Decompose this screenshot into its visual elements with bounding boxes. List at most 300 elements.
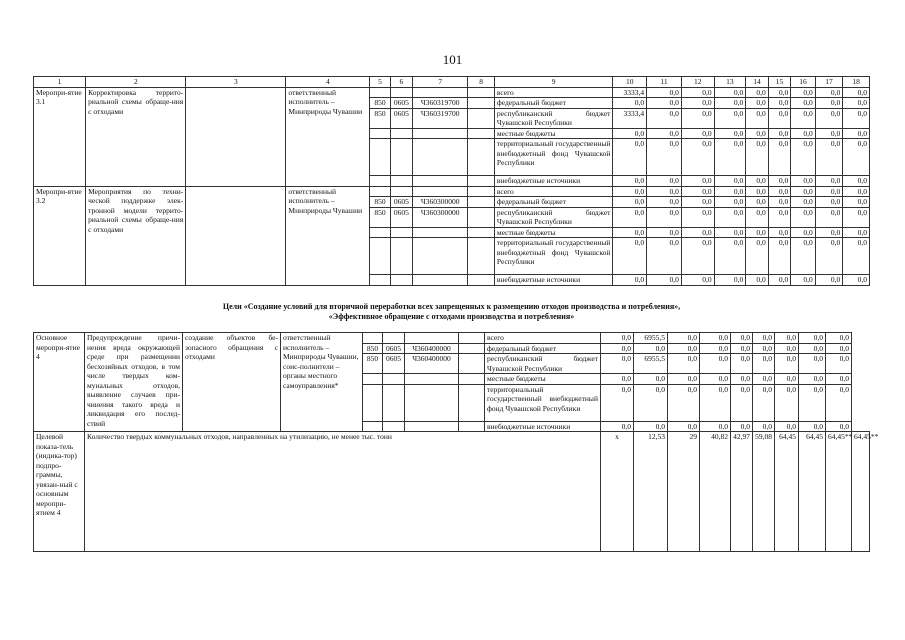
goal-title-line1: Цели «Создание условий для вторичной переработки всех запрещенных к размещению отходов производства и потребления», (222, 302, 681, 311)
funding-value-cell: 0,0 (731, 384, 753, 421)
funding-value-cell: 0,0 (815, 197, 843, 208)
funding-value-cell: 0,0 (826, 374, 852, 385)
funding-value-cell: 0,0 (753, 374, 775, 385)
target-item-code-cell (405, 421, 459, 432)
funding-value-cell: 0,0 (791, 176, 816, 187)
funding-source-cell: всего (485, 333, 601, 344)
funding-value-cell: 0,0 (714, 98, 746, 109)
funding-value-cell: 0,0 (647, 139, 682, 176)
funding-value-cell: 0,0 (815, 108, 843, 128)
target-item-code-cell: Ч360319700 (413, 108, 468, 128)
funding-value-cell: 0,0 (746, 186, 768, 197)
funding-value-cell: 0,0 (799, 421, 826, 432)
grbs-code-cell (363, 421, 383, 432)
indicator-x-cell: x (601, 432, 634, 552)
funding-value-cell: 0,0 (668, 374, 700, 385)
section-code-cell (390, 186, 412, 197)
funding-value-cell: 0,0 (768, 139, 790, 176)
funding-value-cell: 0,0 (613, 186, 647, 197)
funding-value-cell: 0,0 (791, 197, 816, 208)
funding-value-cell: 0,0 (768, 98, 790, 109)
table-row (34, 333, 870, 344)
indicator-value-cell: 40,82 (700, 432, 731, 552)
column-number-header: 13 (714, 77, 746, 88)
funding-value-cell: 0,0 (775, 354, 799, 374)
section-code-cell (383, 374, 405, 385)
grbs-code-cell (363, 333, 383, 344)
funding-value-cell: 0,0 (843, 128, 870, 139)
funding-value-cell: 0,0 (826, 421, 852, 432)
funding-value-cell: 0,0 (815, 186, 843, 197)
funding-value-cell: 0,0 (815, 98, 843, 109)
funding-value-cell: 0,0 (700, 343, 731, 354)
funding-value-cell: 0,0 (714, 176, 746, 187)
column-number-header: 7 (413, 77, 468, 88)
column-number-header: 11 (647, 77, 682, 88)
funding-source-cell: территориальный государственный внебюджетный фонд Чувашской Республики (485, 384, 601, 421)
section-code-cell (390, 275, 412, 286)
funding-source-cell: внебюджетные источники (485, 421, 601, 432)
funding-value-cell: 0,0 (746, 227, 768, 238)
funding-value-cell: 0,0 (601, 421, 634, 432)
expense-type-cell (459, 333, 485, 344)
expense-type-cell (468, 238, 495, 275)
funding-source-cell: всего (494, 87, 613, 98)
funding-source-cell: внебюджетные источники (494, 176, 613, 187)
section-code-cell (390, 128, 412, 139)
funding-value-cell: 0,0 (799, 384, 826, 421)
funding-value-cell: 0,0 (731, 333, 753, 344)
funding-source-cell: местные бюджеты (494, 227, 613, 238)
target-item-code-cell: Ч360319700 (413, 98, 468, 109)
funding-value-cell: 0,0 (681, 176, 714, 187)
target-item-code-cell (413, 176, 468, 187)
funding-value-cell: 0,0 (768, 128, 790, 139)
funding-value-cell: 0,0 (731, 374, 753, 385)
funding-value-cell: 0,0 (668, 343, 700, 354)
funding-value-cell: 0,0 (746, 197, 768, 208)
funding-value-cell: 0,0 (815, 87, 843, 98)
expense-type-cell (459, 421, 485, 432)
column-number-header: 6 (390, 77, 412, 88)
funding-value-cell: 0,0 (746, 128, 768, 139)
indicator-value-cell: 42,97 (731, 432, 753, 552)
funding-source-cell: республиканский бюджет Чувашской Республики (485, 354, 601, 374)
funding-value-cell: 0,0 (815, 238, 843, 275)
funding-value-cell: 0,0 (746, 275, 768, 286)
funding-value-cell: 0,0 (700, 354, 731, 374)
funding-value-cell: 0,0 (791, 108, 816, 128)
funding-value-cell: 0,0 (714, 227, 746, 238)
funding-value-cell: 0,0 (700, 421, 731, 432)
indicator-text-cell: Количество твердых коммунальных отходов, направленных на утилизацию, не менее тыс. тонн (85, 432, 601, 552)
funding-value-cell: 0,0 (843, 275, 870, 286)
grbs-code-cell (370, 186, 390, 197)
column-number-row (34, 77, 870, 88)
indicator-value-cell: 12,53 (634, 432, 668, 552)
funding-value-cell: 0,0 (791, 98, 816, 109)
funding-value-cell: 0,0 (775, 333, 799, 344)
block-col4-cell: ответственный исполнитель – Минприроды Чувашии, соис-полнители – органы местного самоуправления* (281, 333, 363, 432)
funding-value-cell: 0,0 (714, 128, 746, 139)
funding-value-cell: 0,0 (601, 333, 634, 344)
funding-value-cell: 0,0 (746, 108, 768, 128)
expense-type-cell (468, 207, 495, 227)
section-code-cell (383, 421, 405, 432)
funding-value-cell: 0,0 (791, 87, 816, 98)
funding-value-cell: 0,0 (791, 275, 816, 286)
expense-type-cell (459, 343, 485, 354)
funding-table-lower (33, 332, 879, 552)
funding-value-cell: 0,0 (714, 139, 746, 176)
column-number-header: 8 (468, 77, 495, 88)
funding-value-cell: 0,0 (768, 227, 790, 238)
expense-type-cell (468, 139, 495, 176)
funding-value-cell: 0,0 (791, 207, 816, 227)
expense-type-cell (459, 384, 485, 421)
funding-value-cell: 0,0 (681, 98, 714, 109)
grbs-code-cell: 850 (370, 108, 390, 128)
funding-value-cell: 0,0 (791, 186, 816, 197)
funding-value-cell: 0,0 (714, 108, 746, 128)
target-item-code-cell (413, 128, 468, 139)
funding-value-cell: 0,0 (647, 207, 682, 227)
funding-value-cell: 0,0 (826, 354, 852, 374)
funding-value-cell: 0,0 (700, 374, 731, 385)
funding-value-cell: 0,0 (634, 384, 668, 421)
funding-value-cell: 0,0 (668, 384, 700, 421)
column-number-header: 5 (370, 77, 390, 88)
block-col2-cell: Корректировка террито-риальной схемы обраще-ния с отходами (86, 87, 186, 186)
funding-value-cell: 0,0 (613, 128, 647, 139)
block-col3-cell: создание объектов бе-зопасного обращения с отходами (183, 333, 281, 432)
funding-value-cell: 0,0 (791, 238, 816, 275)
funding-value-cell: 0,0 (681, 238, 714, 275)
indicator-row (34, 432, 870, 552)
funding-value-cell: 0,0 (768, 87, 790, 98)
funding-value-cell: 0,0 (714, 275, 746, 286)
column-number-header: 16 (791, 77, 816, 88)
funding-value-cell: 6955,5 (634, 354, 668, 374)
target-item-code-cell (405, 384, 459, 421)
table-row (34, 186, 870, 197)
funding-value-cell: 0,0 (647, 186, 682, 197)
grbs-code-cell: 850 (370, 197, 390, 208)
funding-value-cell: 0,0 (799, 354, 826, 374)
funding-value-cell: 0,0 (634, 343, 668, 354)
funding-value-cell: 0,0 (714, 238, 746, 275)
funding-source-cell: республиканский бюджет Чувашской Республики (494, 108, 613, 128)
funding-value-cell: 0,0 (601, 354, 634, 374)
expense-type-cell (468, 275, 495, 286)
section-code-cell: 0605 (383, 354, 405, 374)
funding-value-cell: 0,0 (799, 333, 826, 344)
funding-value-cell: 0,0 (746, 139, 768, 176)
funding-value-cell: 0,0 (799, 343, 826, 354)
funding-value-cell: 6955,5 (634, 333, 668, 344)
funding-value-cell: 3333,4 (613, 87, 647, 98)
funding-value-cell: 0,0 (681, 186, 714, 197)
funding-source-cell: федеральный бюджет (494, 197, 613, 208)
section-code-cell (383, 384, 405, 421)
funding-value-cell: 0,0 (791, 139, 816, 176)
grbs-code-cell (370, 275, 390, 286)
funding-value-cell: 0,0 (731, 343, 753, 354)
funding-value-cell: 0,0 (668, 354, 700, 374)
section-code-cell (383, 333, 405, 344)
grbs-code-cell: 850 (370, 207, 390, 227)
funding-value-cell: 0,0 (775, 421, 799, 432)
target-item-code-cell (405, 374, 459, 385)
funding-value-cell: 0,0 (775, 343, 799, 354)
funding-value-cell: 0,0 (815, 139, 843, 176)
section-code-cell (390, 227, 412, 238)
section-code-cell (390, 139, 412, 176)
funding-value-cell: 0,0 (601, 374, 634, 385)
funding-value-cell: 0,0 (681, 197, 714, 208)
target-item-code-cell (413, 275, 468, 286)
funding-value-cell: 0,0 (714, 186, 746, 197)
expense-type-cell (459, 354, 485, 374)
funding-value-cell: 0,0 (843, 98, 870, 109)
grbs-code-cell (370, 176, 390, 187)
funding-value-cell: 3333,4 (613, 108, 647, 128)
target-item-code-cell (413, 238, 468, 275)
target-item-code-cell (413, 186, 468, 197)
expense-type-cell (468, 197, 495, 208)
funding-value-cell: 0,0 (613, 238, 647, 275)
funding-value-cell: 0,0 (753, 354, 775, 374)
funding-value-cell: 0,0 (668, 421, 700, 432)
block-col2-cell: Мероприятия по техни-ческой поддержке элек-тронной модели террито-риальной схемы обраще-ния с отходами (86, 186, 186, 285)
funding-value-cell: 0,0 (681, 139, 714, 176)
funding-value-cell: 0,0 (815, 275, 843, 286)
column-number-header: 14 (746, 77, 768, 88)
funding-value-cell: 0,0 (768, 207, 790, 227)
grbs-code-cell (370, 238, 390, 275)
funding-value-cell: 0,0 (843, 139, 870, 176)
block-col4-cell: ответственный исполнитель – Минприроды Чувашии (286, 186, 370, 285)
page-number: 101 (442, 52, 463, 67)
funding-value-cell: 0,0 (714, 207, 746, 227)
funding-value-cell: 0,0 (681, 207, 714, 227)
section-code-cell: 0605 (390, 207, 412, 227)
target-item-code-cell: Ч360400000 (405, 354, 459, 374)
column-number-header: 18 (843, 77, 870, 88)
funding-source-cell: федеральный бюджет (494, 98, 613, 109)
funding-value-cell: 0,0 (791, 227, 816, 238)
grbs-code-cell (370, 227, 390, 238)
funding-value-cell: 0,0 (753, 333, 775, 344)
funding-value-cell: 0,0 (613, 275, 647, 286)
expense-type-cell (459, 374, 485, 385)
section-code-cell (390, 238, 412, 275)
block-col3-cell (186, 186, 286, 285)
funding-value-cell: 0,0 (613, 197, 647, 208)
target-item-code-cell: Ч360300000 (413, 207, 468, 227)
expense-type-cell (468, 128, 495, 139)
funding-value-cell: 0,0 (843, 227, 870, 238)
target-item-code-cell: Ч360300000 (413, 197, 468, 208)
column-number-header: 1 (34, 77, 86, 88)
funding-value-cell: 0,0 (601, 343, 634, 354)
funding-value-cell: 0,0 (843, 207, 870, 227)
funding-value-cell: 0,0 (826, 384, 852, 421)
funding-value-cell: 0,0 (843, 238, 870, 275)
funding-value-cell: 0,0 (775, 374, 799, 385)
goal-title-line2: «Эффективное обращение с отходами производства и потребления» (328, 311, 575, 321)
funding-value-cell: 0,0 (843, 108, 870, 128)
funding-value-cell: 0,0 (753, 343, 775, 354)
funding-value-cell: 0,0 (731, 421, 753, 432)
funding-value-cell: 0,0 (815, 227, 843, 238)
expense-type-cell (468, 87, 495, 98)
funding-value-cell: 0,0 (746, 207, 768, 227)
funding-source-cell: местные бюджеты (485, 374, 601, 385)
block-col1-cell: Меропри-ятие 3.1 (34, 87, 86, 186)
column-number-header: 2 (86, 77, 186, 88)
column-number-header: 3 (186, 77, 286, 88)
goal-title (33, 302, 870, 321)
funding-value-cell: 0,0 (826, 343, 852, 354)
funding-value-cell: 0,0 (647, 238, 682, 275)
funding-value-cell: 0,0 (815, 176, 843, 187)
funding-value-cell: 0,0 (768, 275, 790, 286)
table-row (34, 87, 870, 98)
indicator-label-cell: Целевой показа-тель (индика-тор) подпро-граммы, увязан-ный с основным меропри-ятием 4 (34, 432, 85, 552)
indicator-value-cell: 59,08 (753, 432, 775, 552)
funding-value-cell: 0,0 (700, 333, 731, 344)
block-col3-cell (186, 87, 286, 186)
block-col1-cell: Основное меропри-ятие 4 (34, 333, 85, 432)
funding-value-cell: 0,0 (647, 275, 682, 286)
funding-value-cell: 0,0 (613, 176, 647, 187)
funding-value-cell: 0,0 (647, 227, 682, 238)
funding-value-cell: 0,0 (799, 374, 826, 385)
funding-value-cell: 0,0 (714, 87, 746, 98)
target-item-code-cell (405, 333, 459, 344)
column-number-header: 17 (815, 77, 843, 88)
funding-value-cell: 0,0 (613, 98, 647, 109)
grbs-code-cell (363, 384, 383, 421)
section-code-cell: 0605 (390, 108, 412, 128)
indicator-value-cell: 29 (668, 432, 700, 552)
funding-table-upper (33, 76, 870, 286)
funding-value-cell: 0,0 (826, 333, 852, 344)
indicator-value-cell: 64,45** (852, 432, 870, 552)
funding-value-cell: 0,0 (843, 197, 870, 208)
funding-value-cell: 0,0 (746, 238, 768, 275)
indicator-value-cell: 64,45 (775, 432, 799, 552)
funding-value-cell: 0,0 (647, 176, 682, 187)
grbs-code-cell: 850 (370, 98, 390, 109)
expense-type-cell (468, 108, 495, 128)
funding-value-cell: 0,0 (613, 139, 647, 176)
funding-value-cell: 0,0 (647, 87, 682, 98)
funding-value-cell: 0,0 (613, 227, 647, 238)
indicator-value-cell: 64,45 (799, 432, 826, 552)
funding-value-cell: 0,0 (681, 128, 714, 139)
funding-value-cell: 0,0 (746, 176, 768, 187)
funding-value-cell: 0,0 (768, 197, 790, 208)
funding-value-cell: 0,0 (791, 128, 816, 139)
funding-value-cell: 0,0 (634, 374, 668, 385)
funding-value-cell: 0,0 (681, 87, 714, 98)
funding-value-cell: 0,0 (768, 238, 790, 275)
column-number-header: 10 (613, 77, 647, 88)
funding-value-cell: 0,0 (746, 87, 768, 98)
column-number-header: 4 (286, 77, 370, 88)
target-item-code-cell (413, 227, 468, 238)
funding-value-cell: 0,0 (634, 421, 668, 432)
funding-value-cell: 0,0 (647, 128, 682, 139)
grbs-code-cell: 850 (363, 343, 383, 354)
section-code-cell: 0605 (390, 98, 412, 109)
grbs-code-cell: 850 (363, 354, 383, 374)
funding-value-cell: 0,0 (714, 197, 746, 208)
funding-value-cell: 0,0 (753, 384, 775, 421)
funding-value-cell: 0,0 (668, 333, 700, 344)
expense-type-cell (468, 176, 495, 187)
target-item-code-cell: Ч360400000 (405, 343, 459, 354)
funding-value-cell: 0,0 (647, 98, 682, 109)
funding-value-cell: 0,0 (613, 207, 647, 227)
section-code-cell (390, 176, 412, 187)
funding-value-cell: 0,0 (731, 354, 753, 374)
target-item-code-cell (413, 139, 468, 176)
block-col2-cell: Предупреждение причи-нения вреда окружающей среде при размещении бесхозяйных отходов, в том числе твердых ком-мунальных отходов, выявление случаев при-чинения такого вреда и ликвидация его послед-ствий (85, 333, 183, 432)
funding-source-cell: внебюджетные источники (494, 275, 613, 286)
funding-value-cell: 0,0 (647, 197, 682, 208)
funding-value-cell: 0,0 (700, 384, 731, 421)
grbs-code-cell (370, 139, 390, 176)
target-item-code-cell (413, 87, 468, 98)
column-number-header: 15 (768, 77, 790, 88)
grbs-code-cell (370, 87, 390, 98)
funding-value-cell: 0,0 (647, 108, 682, 128)
grbs-code-cell (370, 128, 390, 139)
expense-type-cell (468, 98, 495, 109)
funding-value-cell: 0,0 (681, 108, 714, 128)
section-code-cell (390, 87, 412, 98)
indicator-value-cell: 64,45** (826, 432, 852, 552)
block-col4-cell: ответственный исполнитель – Минприроды Чувашии (286, 87, 370, 186)
funding-source-cell: местные бюджеты (494, 128, 613, 139)
column-number-header: 12 (681, 77, 714, 88)
funding-value-cell: 0,0 (815, 128, 843, 139)
funding-source-cell: всего (494, 186, 613, 197)
funding-source-cell: республиканский бюджет Чувашской Республики (494, 207, 613, 227)
funding-value-cell: 0,0 (753, 421, 775, 432)
funding-value-cell: 0,0 (815, 207, 843, 227)
funding-source-cell: территориальный государственный внебюджетный фонд Чувашской Республики (494, 139, 613, 176)
funding-value-cell: 0,0 (768, 176, 790, 187)
column-number-header: 9 (494, 77, 613, 88)
section-code-cell: 0605 (390, 197, 412, 208)
funding-source-cell: федеральный бюджет (485, 343, 601, 354)
funding-source-cell: территориальный государственный внебюджетный фонд Чувашской Республики (494, 238, 613, 275)
funding-value-cell: 0,0 (746, 98, 768, 109)
funding-value-cell: 0,0 (601, 384, 634, 421)
funding-value-cell: 0,0 (775, 384, 799, 421)
section-code-cell: 0605 (383, 343, 405, 354)
funding-value-cell: 0,0 (681, 227, 714, 238)
grbs-code-cell (363, 374, 383, 385)
expense-type-cell (468, 227, 495, 238)
funding-value-cell: 0,0 (843, 176, 870, 187)
funding-value-cell: 0,0 (768, 108, 790, 128)
funding-value-cell: 0,0 (843, 87, 870, 98)
